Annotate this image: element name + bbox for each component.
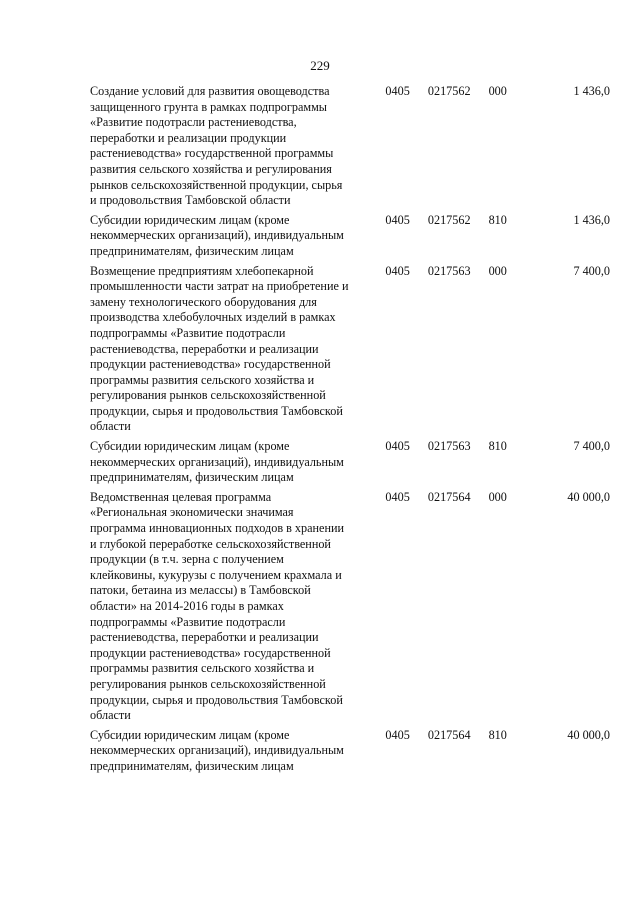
page-number: 229: [310, 58, 330, 73]
row-article-code: 0217563: [427, 439, 471, 454]
row-amount: 7 400,0: [573, 263, 610, 278]
table-row: [90, 264, 610, 436]
row-expense-type: 000: [488, 84, 507, 98]
row-expense-type: 810: [488, 727, 507, 742]
row-section-code: 0405: [385, 84, 410, 98]
row-section-code: 0405: [385, 439, 410, 454]
row-expense-type: 810: [488, 439, 507, 454]
row-amount: 40 000,0: [567, 727, 610, 742]
row-article-code: 0217563: [427, 263, 471, 278]
row-description: Ведомственная целевая программа «Региональная экономически значимая программа инновационных подходов в хранении и глубокой переработке сельскохозяйственной продукции (в т.ч. зерна с получением клейковины, кукурузы с получением крахмала и патоки, бетаина из мелассы) в Тамбовской области» на 2014-2016 годы в рамках подпрограммы «Развитие подотрасли растениеводства, переработки и реализации продукции растениеводства» государственной программы развития сельского хозяйства и регулирования рынков сельскохозяйственной продукции, сырья и продовольствия Тамбовской области: [90, 489, 345, 723]
row-amount: 7 400,0: [573, 439, 610, 454]
row-description: Возмещение предприятиям хлебопекарной промышленности части затрат на приобретение и замену технологического оборудования для производства хлебобулочных изделий в рамках подпрограммы «Развитие подотрасли растениеводства, переработки и реализации продукции растениеводства» государственной программы развития сельского хозяйства и регулирования рынков сельскохозяйственной продукции, сырья и продовольствия Тамбовской области: [90, 263, 349, 434]
table-row: [90, 439, 610, 486]
table-row: [90, 213, 610, 260]
row-article-code: 0217562: [427, 84, 471, 98]
row-expense-type: 000: [488, 263, 507, 278]
row-amount: 40 000,0: [567, 489, 610, 504]
table-row: [90, 728, 610, 775]
row-section-code: 0405: [385, 489, 410, 504]
table-row: [90, 490, 610, 724]
budget-table-body: [90, 84, 610, 775]
budget-table: [90, 84, 610, 775]
row-expense-type: 810: [488, 212, 507, 227]
row-amount: 1 436,0: [573, 84, 610, 98]
row-article-code: 0217564: [427, 489, 471, 504]
row-section-code: 0405: [385, 263, 410, 278]
row-description: Субсидии юридическим лицам (кроме некоммерческих организаций), индивидуальным предпринимателям, физическим лицам: [90, 439, 344, 485]
row-section-code: 0405: [385, 212, 410, 227]
row-article-code: 0217564: [427, 727, 471, 742]
row-section-code: 0405: [385, 727, 410, 742]
row-expense-type: 000: [488, 489, 507, 504]
table-row: [90, 84, 610, 209]
row-description: Субсидии юридическим лицам (кроме некоммерческих организаций), индивидуальным предпринимателям, физическим лицам: [90, 212, 344, 258]
row-description: Создание условий для развития овощеводства защищенного грунта в рамках подпрограммы «Развитие подотрасли растениеводства, переработки и реализации продукции растениеводства» государственной программы развития сельского хозяйства и регулирования рынков сельскохозяйственной продукции, сырья и продовольствия Тамбовской области: [90, 84, 343, 208]
row-article-code: 0217562: [427, 212, 471, 227]
row-amount: 1 436,0: [573, 212, 610, 227]
row-description: Субсидии юридическим лицам (кроме некоммерческих организаций), индивидуальным предпринимателям, физическим лицам: [90, 727, 344, 773]
